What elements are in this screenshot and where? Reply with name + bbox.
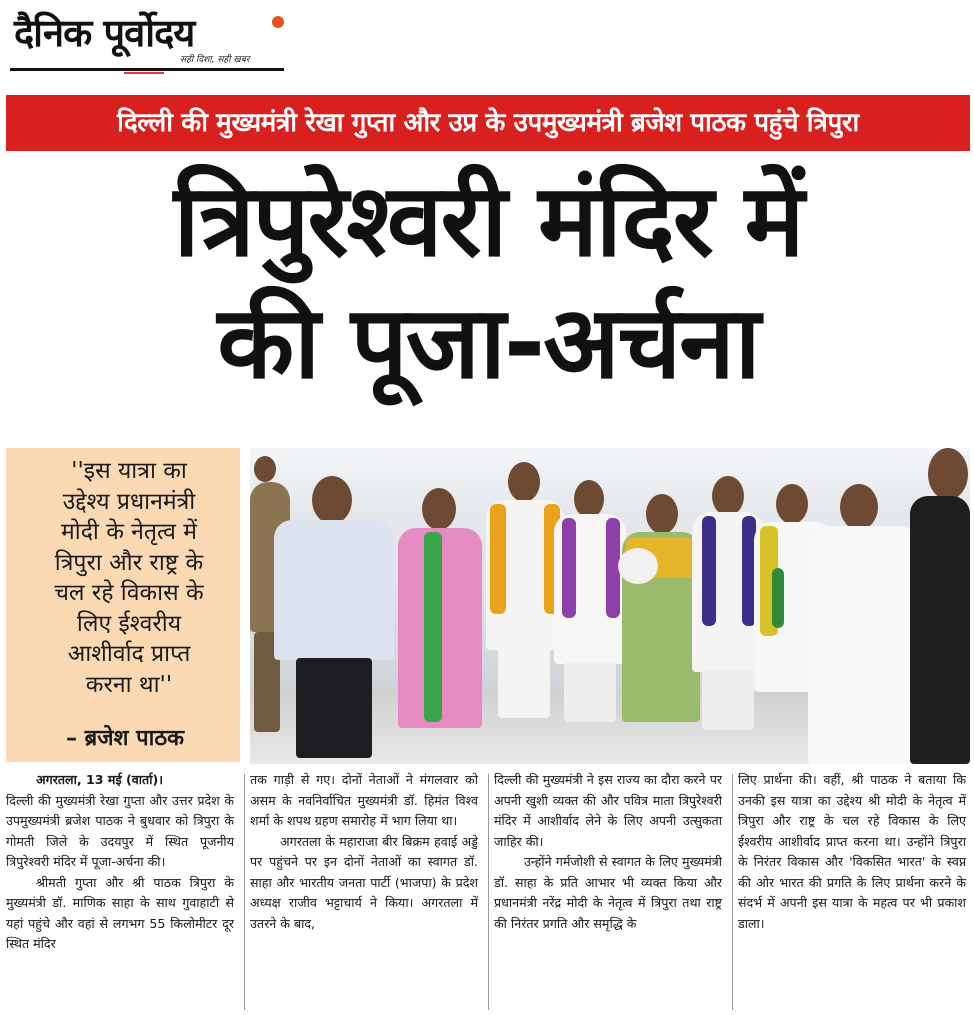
quote-line: चल रहे विकास के	[54, 580, 204, 606]
quote-line: मोदी के नेतृत्व में	[61, 519, 197, 545]
article-column-4	[738, 770, 966, 934]
article-paragraph: श्रीमती गुप्ता और श्री पाठक त्रिपुरा के मुख्यमंत्री डॉ. माणिक साहा के साथ गुवाहाटी से यहां पहुंचे और वहां से लगभग 55 किलोमीटर दूर स्थित मंदिर	[6, 874, 234, 951]
quote-line: आशीर्वाद प्राप्त	[67, 641, 191, 667]
quote-line: उद्देश्य प्रधानमंत्री	[62, 488, 196, 515]
newspaper-logo: दैनिक पूर्वोदय	[14, 11, 195, 55]
quote-author: – ब्रजेश पाठक	[66, 726, 185, 751]
article-paragraph: अगरतला के महाराजा बीर बिक्रम हवाई अड्डे पर पहुंचने पर इन दोनों नेताओं का स्वागत डॉ. साहा और भारतीय जनता पार्टी (भाजपा) के प्रदेश अध्यक्ष राजीव भट्टाचार्य ने किया। अगरतला में उतरने के बाद,	[250, 833, 478, 931]
column-divider	[488, 774, 489, 1010]
headline	[6, 160, 970, 404]
article-paragraph: लिए प्रार्थना की। वहीं, श्री पाठक ने बताया कि उनकी इस यात्रा का उद्देश्य श्री मोदी के नेतृत्व में त्रिपुरा और राष्ट्र के चल रहे विकास के लिए ईश्वरीय आशीर्वाद प्राप्त करना था। उन्होंने त्रिपुरा के निरंतर विकास और 'विकसित भारत' के स्वप्न की ओर भारत की प्रगति के लिए प्रार्थना करने के संदर्भ में अपनी इस यात्रा के महत्व पर भी प्रकाश डाला।	[738, 772, 966, 931]
kicker-banner: दिल्ली की मुख्यमंत्री रेखा गुप्ता और उप्र के उपमुख्यमंत्री ब्रजेश पाठक पहुंचे त्रिपुरा	[6, 95, 970, 151]
article-paragraph	[6, 770, 234, 791]
column-divider	[732, 774, 733, 1010]
article-column-3	[494, 770, 722, 934]
article-paragraph: उन्होंने गर्मजोशी से स्वागत के लिए मुख्यमंत्री डॉ. साहा के प्रति आभार भी व्यक्त किया और प्रधानमंत्री नरेंद्र मोदी के नेतृत्व में त्रिपुरा तथा राष्ट्र की निरंतर प्रगति और समृद्धि के	[494, 854, 722, 931]
dateline: अगरतला, 13 मई (वार्ता)।	[36, 772, 164, 787]
quote-line: ''इस यात्रा का	[71, 458, 187, 484]
article-body	[6, 770, 972, 1010]
headline-line-2: की पूजा-अर्चना	[217, 284, 759, 401]
quote-line: लिए ईश्वरीय	[76, 610, 182, 637]
logo-dot-icon	[272, 16, 284, 28]
quote-line: त्रिपुरा और राष्ट्र के	[54, 549, 204, 576]
masthead	[10, 6, 290, 74]
news-photo	[250, 448, 970, 764]
article-column-2	[250, 770, 478, 934]
masthead-rule	[10, 68, 284, 71]
newspaper-tagline: सही दिशा, सही खबर	[180, 55, 250, 65]
article-paragraph: दिल्ली की मुख्यमंत्री रेखा गुप्ता और उत्तर प्रदेश के उपमुख्यमंत्री ब्रजेश पाठक ने बुधवार को त्रिपुरा के गोमती जिले के उदयपुर में स्थित पूजनीय त्रिपुरेश्वरी मंदिर में पूजा-अर्चना की।	[6, 792, 234, 869]
masthead-red-rule	[124, 72, 164, 74]
article-column-1	[6, 770, 234, 955]
quote-line: करना था''	[85, 671, 173, 698]
pull-quote-text	[24, 456, 234, 700]
article-paragraph: दिल्ली की मुख्यमंत्री ने इस राज्य का दौरा करने पर अपनी खुशी व्यक्त की और पवित्र माता त्रिपुरेश्वरी मंदिर में आशीर्वाद लेने के लिए अपनी उत्सुकता जाहिर की।	[494, 772, 722, 849]
article-paragraph: तक गाड़ी से गए। दोनों नेताओं ने मंगलवार को असम के नवनिर्वाचित मुख्यमंत्री डॉ. हिमंत विश्व शर्मा के शपथ ग्रहण समारोह में भाग लिया था।	[250, 772, 478, 828]
pull-quote-box	[6, 448, 240, 762]
headline-line-1: त्रिपुरेश्वरी मंदिर में	[173, 162, 803, 279]
column-divider	[244, 774, 245, 1010]
